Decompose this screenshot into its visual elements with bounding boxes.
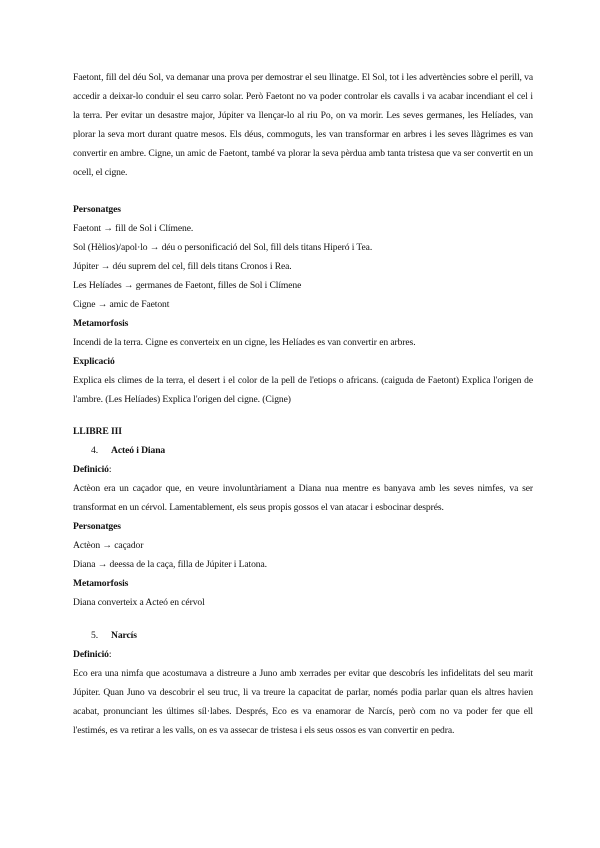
characters-block bbox=[73, 200, 533, 409]
definition-text: Actèon era un caçador que, en veure involuntàriament a Diana nua mentre es banyava amb les seves nimfes, va ser transformat en un cérvol. Lamentablement, els seus propis gossos el van atacar i esbocinar després. bbox=[73, 483, 533, 513]
character-item: Faetont → fill de Sol i Clímene. bbox=[73, 223, 194, 234]
metamorphosis-heading: Metamorfosis bbox=[73, 318, 129, 329]
metamorphosis-text: Incendi de la terra. Cigne es converteix en un cigne, les Helíades es van convertir en arbres. bbox=[73, 337, 416, 348]
character-item: Sol (Hèlios)/apol·lo → déu o personificació del Sol, fill dels titans Hiperó i Tea. bbox=[73, 242, 373, 253]
section5-block bbox=[73, 626, 533, 740]
intro-paragraph: Faetont, fill del déu Sol, va demanar una prova per demostrar el seu llinatge. El Sol, tot i les advertències sobre el perill, va accedir a deixar-lo conduir el seu carro solar. Però Faetont no va poder controlar els cavalls i va acabar incendiant el cel i la terra. Per evitar un desastre major, Júpiter va llençar-lo al riu Po, on va morir. Les seves germanes, les Helíades, van plorar la seva mort durant quatre mesos. Els déus, commoguts, les van transformar en arbres i les seves llàgrimes es van convertir en ambre. Cigne, un amic de Faetont, també va plorar la seva pèrdua amb tanta tristesa que va ser convertit en un ocell, el cigne. bbox=[73, 72, 533, 178]
definition-text: Eco era una nimfa que acostumava a distreure a Juno amb xerrades per evitar que descobrís les infidelitats del seu marit Júpiter. Quan Juno va descobrir el seu truc, li va treure la capacitat de parlar, només podia parlar quan els altres havien acabat, pronunciant les últimes síl·labes. Després, Eco es va enamorar de Narcís, però com no va poder fer que ell l'estimés, es va retirar a les valls, on es va assecar de tristesa i els seus ossos es van convertir en pedra. bbox=[73, 668, 533, 736]
section-title: Acteó i Diana bbox=[111, 445, 166, 456]
metamorphosis-text: Diana converteix a Acteó en cérvol bbox=[73, 597, 205, 608]
section-number: 4. bbox=[91, 445, 98, 456]
character-item: Júpiter → déu suprem del cel, fill dels titans Cronos i Rea. bbox=[73, 261, 292, 272]
book3-block bbox=[73, 422, 533, 612]
explanation-text: Explica els climes de la terra, el desert i el color de la pell de l'etiops o africans. (caiguda de Faetont) Explica l'origen de l'ambre. (Les Helíades) Explica l'origen del cigne. (Cigne) bbox=[73, 375, 533, 405]
definition-line bbox=[73, 460, 533, 479]
character-item: Cigne → amic de Faetont bbox=[73, 299, 170, 310]
character-item: Actèon → caçador bbox=[73, 540, 144, 551]
definition-line bbox=[73, 645, 533, 664]
characters-heading: Personatges bbox=[73, 521, 121, 532]
section-heading-acteo bbox=[73, 441, 533, 460]
character-item: Les Helíades → germanes de Faetont, filles de Sol i Clímene bbox=[73, 280, 302, 291]
character-item: Diana → deessa de la caça, filla de Júpiter i Latona. bbox=[73, 559, 267, 570]
metamorphosis-heading: Metamorfosis bbox=[73, 578, 129, 589]
definition-colon: : bbox=[108, 464, 112, 475]
characters-heading: Personatges bbox=[73, 204, 121, 215]
definition-colon: : bbox=[108, 649, 112, 660]
intro-block bbox=[73, 68, 533, 182]
definition-heading: Definició bbox=[73, 649, 109, 660]
definition-heading: Definició bbox=[73, 464, 109, 475]
section-heading-narcis bbox=[73, 626, 533, 645]
section-number: 5. bbox=[91, 630, 98, 641]
section-title: Narcís bbox=[111, 630, 137, 641]
explanation-heading: Explicació bbox=[73, 356, 115, 367]
chapter-title: LLIBRE III bbox=[73, 426, 122, 437]
